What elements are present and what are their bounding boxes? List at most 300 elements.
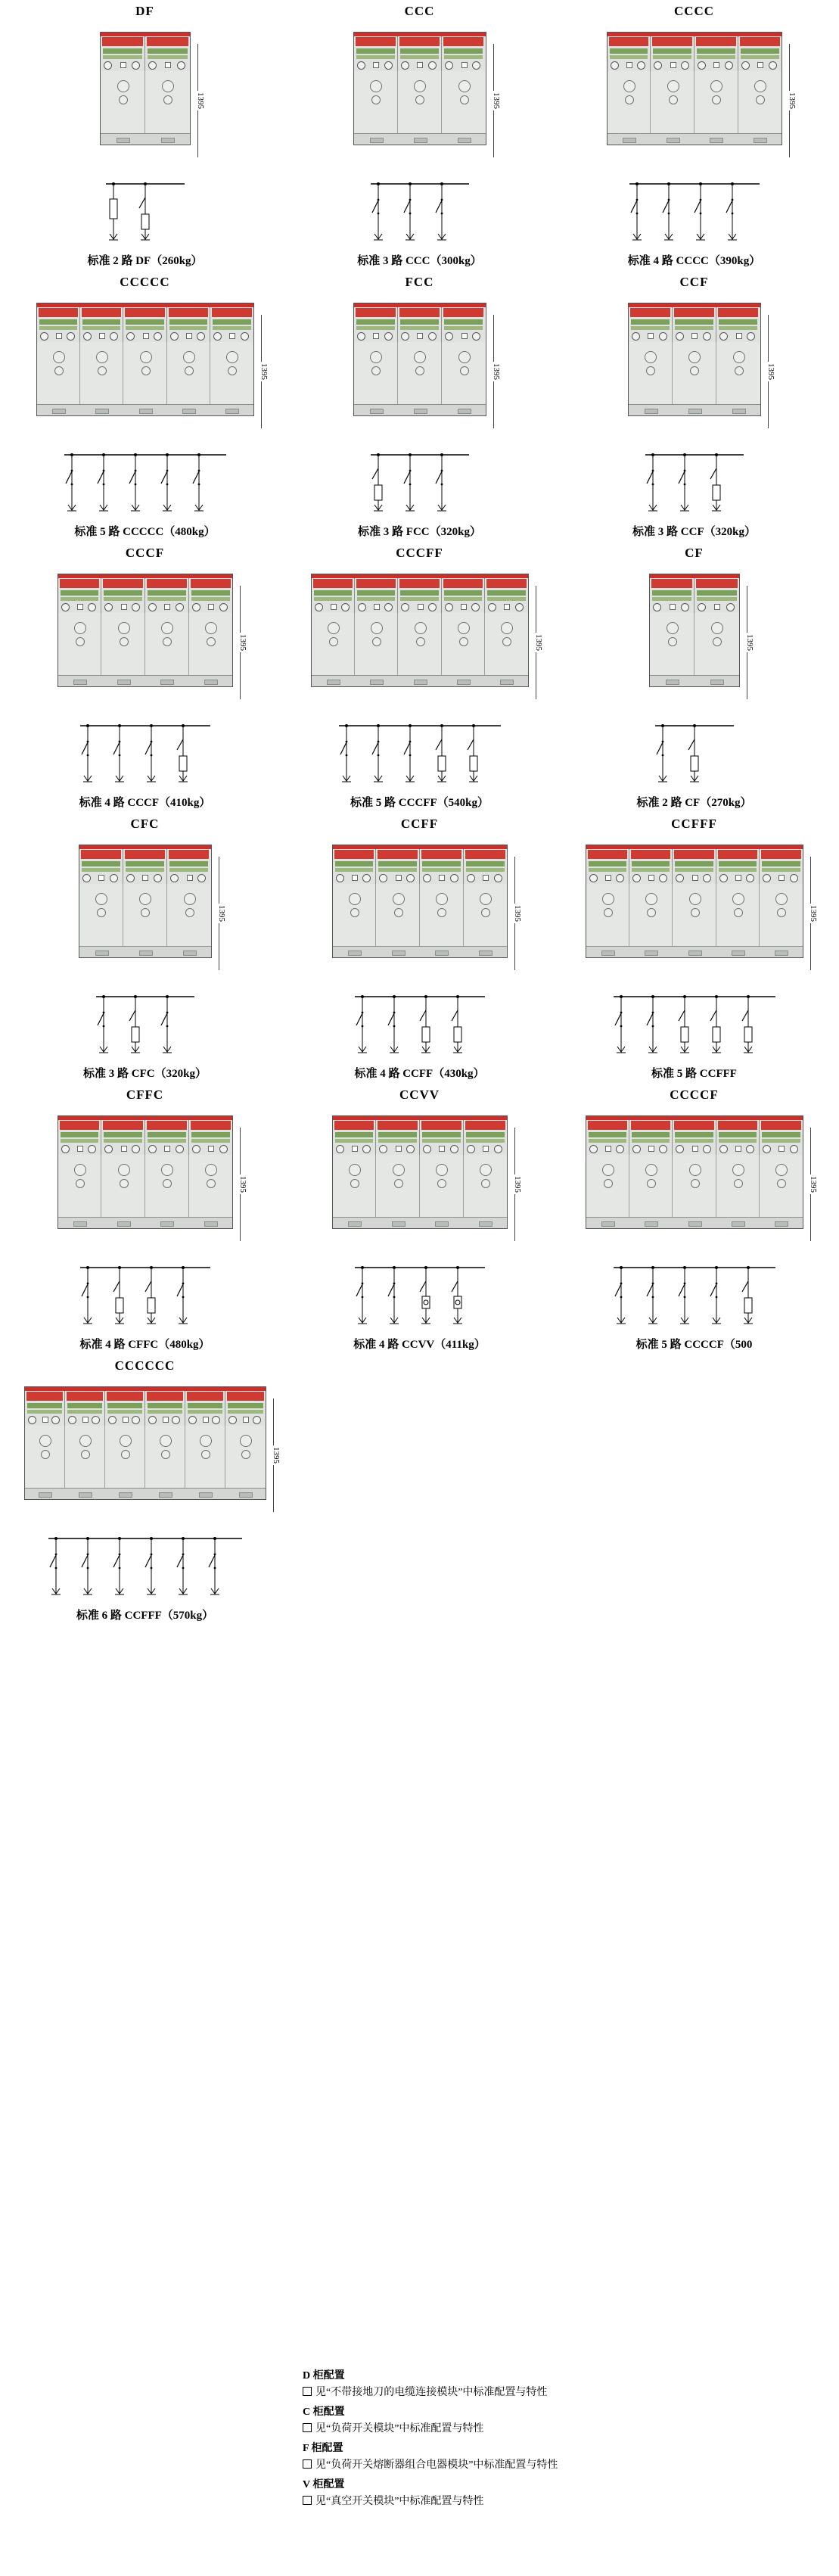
cabinet-body <box>586 1115 803 1229</box>
panel-label-strip <box>631 850 670 859</box>
door-port <box>329 637 338 646</box>
door-row <box>58 613 232 676</box>
indicator-square <box>143 333 149 339</box>
cabinet-front-view <box>311 574 543 701</box>
cabinet-foot <box>225 409 239 414</box>
panel-green-strip-2 <box>466 1139 505 1143</box>
panel-green-strip-2 <box>697 597 737 601</box>
door-port <box>185 908 194 917</box>
indicator-square <box>165 62 171 68</box>
operating-knob <box>104 1145 113 1153</box>
door-port <box>414 351 426 363</box>
cabinet-cell <box>557 0 831 271</box>
panel-green-strip <box>719 861 757 866</box>
door-port <box>141 366 151 375</box>
switch-panel <box>464 1120 507 1155</box>
operating-knob <box>40 332 48 341</box>
operating-knob <box>423 1145 431 1153</box>
cabinet-foot <box>117 680 131 685</box>
door-port <box>754 80 766 92</box>
cabinet-foot <box>414 138 427 143</box>
operating-knob <box>676 874 684 882</box>
panel-green-strip <box>103 48 143 54</box>
height-value: 1395 <box>787 92 797 109</box>
checkbox-icon[interactable] <box>303 2423 312 2432</box>
switch-panel <box>101 1120 145 1155</box>
operating-knob <box>471 603 480 611</box>
indicator-square <box>713 62 719 68</box>
panel-green-strip <box>357 590 395 596</box>
cabinet-body <box>57 574 233 687</box>
legend-group-title: D 柜配置 <box>303 2370 345 2382</box>
door-port <box>394 1179 403 1188</box>
panel-row <box>333 1120 507 1155</box>
panel-label-strip <box>609 37 649 46</box>
cabinet-caption: 标准 5 路 CCCCF（500 <box>635 1339 753 1351</box>
single-line-diagram <box>12 992 278 1064</box>
panel-green-strip-2 <box>589 1139 626 1143</box>
height-value: 1395 <box>238 1176 247 1193</box>
cabinet-body <box>100 32 191 145</box>
cabinet-foot <box>348 1221 362 1227</box>
door-port <box>349 893 361 905</box>
door-port <box>625 95 634 104</box>
door-port <box>184 893 196 905</box>
indicator-square <box>121 604 127 610</box>
panel-label-strip <box>718 1121 757 1130</box>
height-value: 1395 <box>808 905 818 922</box>
door-port <box>163 637 172 646</box>
single-line-diagram <box>12 1534 278 1606</box>
door-row <box>25 1426 266 1489</box>
switch-panel <box>333 849 377 884</box>
operating-knob <box>445 332 453 341</box>
indicator-square <box>229 333 235 339</box>
indicator-square <box>331 604 337 610</box>
door-port <box>185 366 194 375</box>
panel-label-strip <box>718 850 757 859</box>
door-port <box>241 1450 250 1459</box>
panel-green-strip <box>487 590 525 596</box>
panel-green-strip <box>82 861 120 866</box>
cabinet-cell <box>282 271 557 542</box>
cabinet-door <box>716 884 760 947</box>
cabinet-body <box>353 303 486 416</box>
operating-knob <box>703 332 711 341</box>
panel-green-strip-2 <box>719 868 757 872</box>
cabinet-front-view <box>628 303 775 430</box>
panel-green-strip-2 <box>741 55 779 59</box>
door-port <box>226 351 238 363</box>
cabinet-door <box>464 1155 507 1218</box>
switch-panel <box>651 36 695 71</box>
cabinet-foot <box>710 138 723 143</box>
height-value: 1395 <box>216 905 226 922</box>
door-port <box>460 366 469 375</box>
door-port <box>74 1164 86 1176</box>
panel-green-strip <box>314 590 352 596</box>
cabinet-caption: 标准 6 路 CCFFF（570kg） <box>76 1610 214 1622</box>
indicator-square <box>352 1146 358 1152</box>
operating-knob <box>341 603 350 611</box>
cabinet-drawing <box>561 303 827 522</box>
cabinet-body <box>79 845 212 958</box>
panel-green-strip-2 <box>444 55 483 59</box>
door-port <box>240 1435 252 1447</box>
door-port <box>458 622 470 634</box>
panel-green-strip-2 <box>169 868 208 872</box>
switch-panel <box>398 578 441 613</box>
panel-label-strip <box>630 308 670 317</box>
panel-green-strip-2 <box>719 326 757 330</box>
panel-label-strip <box>399 579 439 588</box>
indicator-square <box>186 333 192 339</box>
operating-knob <box>219 1145 228 1153</box>
door-port <box>76 637 85 646</box>
door-row <box>354 71 486 134</box>
indicator-square <box>42 1417 48 1423</box>
indicator-square <box>714 604 720 610</box>
panel-green-strip-2 <box>126 326 163 330</box>
panel-green-strip-2 <box>675 1139 713 1143</box>
switch-panel <box>145 1120 189 1155</box>
door-port <box>691 908 700 917</box>
door-row <box>101 71 190 134</box>
checkbox-icon[interactable] <box>303 2496 312 2505</box>
operating-knob <box>176 603 184 611</box>
height-value: 1395 <box>766 363 775 380</box>
operating-knob <box>108 1416 117 1424</box>
door-port <box>689 893 701 905</box>
operating-knob <box>197 874 206 882</box>
door-row <box>58 1155 232 1218</box>
single-line-diagram <box>12 1263 278 1335</box>
door-port <box>645 351 657 363</box>
panel-green-strip <box>675 861 713 866</box>
panel-green-strip-2 <box>104 597 142 601</box>
panel-label-strip <box>103 1121 143 1130</box>
operating-knob <box>132 1416 140 1424</box>
door-port <box>732 1164 744 1176</box>
panel-green-strip <box>126 861 164 866</box>
panel-green-strip <box>148 48 188 54</box>
operating-knob <box>472 332 480 341</box>
legend-group-title: C 柜配置 <box>303 2406 345 2418</box>
single-line-diagram <box>287 450 552 522</box>
indicator-square <box>120 62 126 68</box>
panel-row <box>586 1120 803 1155</box>
cabinet-body <box>332 1115 508 1229</box>
cabinet-door <box>586 1155 629 1218</box>
switch-panel <box>105 1391 145 1426</box>
indicator-square <box>418 604 424 610</box>
cabinet-caption: 标准 3 路 CFC（320kg） <box>83 1068 207 1080</box>
cabinet-cell <box>8 0 282 271</box>
operating-knob <box>188 1416 197 1424</box>
cabinet-code-title: CFC <box>130 817 160 831</box>
door-port <box>79 1435 92 1447</box>
operating-knob <box>148 1145 157 1153</box>
cabinet-foot <box>458 138 471 143</box>
switch-panel <box>225 1391 265 1426</box>
indicator-square <box>439 875 445 881</box>
single-line-diagram <box>561 721 827 793</box>
switch-panel <box>738 36 782 71</box>
door-port <box>734 908 743 917</box>
cabinet-caption: 标准 2 路 CF（270kg） <box>636 797 752 809</box>
indicator-square <box>77 604 83 610</box>
cabinet-foot <box>457 680 471 685</box>
cabinet-door <box>673 342 716 405</box>
cabinet-foot <box>39 1492 52 1498</box>
panel-label-strip <box>81 850 121 859</box>
cabinet-foot <box>117 1221 131 1227</box>
panel-label-strip <box>465 1121 505 1130</box>
indicator-square <box>692 875 698 881</box>
cabinet-front-view <box>353 32 501 159</box>
cabinet-foot <box>414 680 427 685</box>
cabinet-drawing <box>12 1115 278 1335</box>
cabinet-door <box>398 71 442 134</box>
panel-green-strip <box>675 1132 713 1137</box>
cabinet-foot <box>348 950 362 956</box>
cabinet-cell <box>557 542 831 813</box>
panel-label-strip <box>147 37 188 46</box>
cabinet-foot <box>601 1221 615 1227</box>
switch-panel <box>716 849 760 884</box>
panel-green-strip <box>719 1132 757 1137</box>
cabinet-code-title: CCFFF <box>671 817 717 831</box>
cabinet-door <box>760 1155 802 1218</box>
operating-knob <box>698 603 706 611</box>
indicator-square <box>626 62 632 68</box>
cabinet-door <box>189 613 232 676</box>
switch-panel <box>442 36 485 71</box>
cabinet-door <box>464 884 507 947</box>
switch-panel <box>760 1120 802 1155</box>
cabinet-body <box>586 845 803 958</box>
cabinet-foot <box>159 1492 172 1498</box>
door-port <box>97 908 106 917</box>
operating-knob <box>763 874 771 882</box>
operating-knob <box>132 61 140 70</box>
door-row <box>586 1155 803 1218</box>
switch-panel <box>420 849 464 884</box>
cabinet-drawing <box>287 845 552 1064</box>
cabinet-door <box>629 1155 673 1218</box>
panel-label-strip <box>147 579 187 588</box>
panel-label-strip <box>378 1121 418 1130</box>
panel-label-strip <box>651 579 693 588</box>
cabinet-base <box>650 675 739 686</box>
cabinet-base <box>333 1217 507 1228</box>
panel-green-strip <box>653 48 691 54</box>
cabinet-drawing <box>287 32 552 251</box>
panel-green-strip-2 <box>697 55 735 59</box>
cabinet-door <box>629 342 673 405</box>
cabinet-door <box>145 613 189 676</box>
indicator-square <box>778 1146 785 1152</box>
panel-green-strip <box>107 1403 142 1408</box>
switch-panel <box>101 36 146 71</box>
door-port <box>647 908 656 917</box>
door-row <box>629 342 760 405</box>
panel-green-strip-2 <box>487 597 525 601</box>
door-port <box>481 908 490 917</box>
switch-panel <box>123 307 166 342</box>
operating-knob <box>676 1145 684 1153</box>
panel-green-strip-2 <box>39 326 77 330</box>
panel-label-strip <box>631 1121 670 1130</box>
cabinet-base <box>586 1217 803 1228</box>
cabinet-caption: 标准 4 路 CCCC（390kg） <box>627 255 761 267</box>
operating-knob <box>148 1416 157 1424</box>
panel-label-strip <box>187 1392 223 1401</box>
panel-green-strip-2 <box>169 326 207 330</box>
panel-label-strip <box>761 1121 800 1130</box>
switch-panel <box>189 1120 232 1155</box>
door-port <box>602 893 614 905</box>
panel-label-strip <box>378 850 418 859</box>
panel-green-strip-2 <box>610 55 648 59</box>
panel-label-strip <box>107 1392 143 1401</box>
cabinet-cell <box>8 1355 282 1626</box>
panel-label-strip <box>443 308 483 317</box>
panel-label-strip <box>696 37 736 46</box>
panel-green-strip-2 <box>357 597 395 601</box>
door-port <box>502 637 511 646</box>
cabinet-foot <box>688 950 702 956</box>
cabinet-foot <box>775 1221 788 1227</box>
operating-knob <box>401 603 409 611</box>
panel-label-strip <box>147 1392 183 1401</box>
switch-panel <box>442 307 485 342</box>
switch-panel <box>420 1120 464 1155</box>
single-line-diagram <box>12 721 278 793</box>
switch-panel <box>650 578 695 613</box>
single-line-diagram <box>12 450 278 522</box>
height-dimension <box>530 586 541 699</box>
operating-knob <box>68 1416 76 1424</box>
cabinet-door <box>376 884 420 947</box>
cabinet-door <box>485 613 527 676</box>
panel-green-strip <box>191 590 230 596</box>
door-port <box>711 622 723 634</box>
cabinet-drawing <box>12 845 278 1064</box>
operating-knob <box>589 874 598 882</box>
switch-panel <box>355 578 398 613</box>
cabinet-foot <box>435 950 449 956</box>
cabinet-foot <box>160 1221 174 1227</box>
door-port <box>393 893 405 905</box>
cabinet-front-view <box>57 574 247 701</box>
operating-knob <box>654 61 662 70</box>
cabinet-cell <box>557 271 831 542</box>
checkbox-icon[interactable] <box>303 2459 312 2469</box>
panel-label-strip <box>191 1121 231 1130</box>
operating-knob <box>703 1145 711 1153</box>
cabinet-drawing <box>12 32 278 251</box>
operating-knob <box>746 874 754 882</box>
cabinet-cell <box>282 1084 557 1355</box>
panel-label-strip <box>169 850 209 859</box>
operating-knob <box>763 1145 771 1153</box>
door-port <box>713 637 722 646</box>
cabinet-front-view <box>100 32 205 159</box>
checkbox-icon[interactable] <box>303 2387 312 2396</box>
cabinet-door <box>354 71 398 134</box>
cabinet-door <box>80 342 123 405</box>
door-port <box>775 1164 788 1176</box>
panel-green-strip <box>719 319 757 325</box>
height-dimension <box>741 586 752 699</box>
indicator-square <box>670 62 676 68</box>
single-line-diagram <box>561 179 827 251</box>
panel-label-strip <box>761 850 800 859</box>
indicator-square <box>461 604 467 610</box>
cabinet-cell <box>8 271 282 542</box>
operating-knob <box>681 603 689 611</box>
door-port <box>120 1435 132 1447</box>
panel-green-strip <box>39 319 77 325</box>
panel-row <box>312 578 528 613</box>
panel-row <box>629 307 760 342</box>
door-port <box>119 95 128 104</box>
switch-panel <box>716 1120 760 1155</box>
panel-row <box>58 578 232 613</box>
switch-panel <box>167 849 210 884</box>
panel-row <box>101 36 190 71</box>
cabinet-cell <box>282 0 557 271</box>
cabinet-door <box>398 342 442 405</box>
cabinet-code-title: CCCF <box>125 546 165 560</box>
cabinet-door <box>167 884 210 947</box>
operating-knob <box>104 61 112 70</box>
door-port <box>160 1435 172 1447</box>
cabinet-door <box>760 884 802 947</box>
panel-label-strip <box>334 850 374 859</box>
indicator-square <box>417 62 423 68</box>
panel-label-strip <box>60 579 100 588</box>
door-port <box>394 908 403 917</box>
panel-label-strip <box>60 1121 100 1130</box>
door-port <box>602 1164 614 1176</box>
panel-green-strip-2 <box>378 1139 417 1143</box>
door-port <box>667 622 679 634</box>
height-dimension <box>488 315 499 428</box>
switch-panel <box>760 849 802 884</box>
panel-green-strip-2 <box>335 868 374 872</box>
cabinet-cell <box>557 1084 831 1355</box>
panel-row <box>79 849 211 884</box>
panel-green-strip <box>466 1132 505 1137</box>
indicator-square <box>352 875 358 881</box>
door-port <box>161 1164 173 1176</box>
indicator-square <box>735 875 741 881</box>
panel-green-strip-2 <box>400 55 439 59</box>
operating-knob <box>170 332 179 341</box>
switch-panel <box>123 849 167 884</box>
cabinet-door <box>420 1155 464 1218</box>
panel-green-strip <box>188 1403 222 1408</box>
indicator-square <box>163 1417 169 1423</box>
switch-panel <box>37 307 80 342</box>
panel-label-strip <box>227 1392 263 1401</box>
panel-green-strip-2 <box>148 55 188 59</box>
cabinet-code-title: CCFF <box>400 817 439 831</box>
cabinet-front-view <box>607 32 797 159</box>
cabinet-door <box>695 71 738 134</box>
